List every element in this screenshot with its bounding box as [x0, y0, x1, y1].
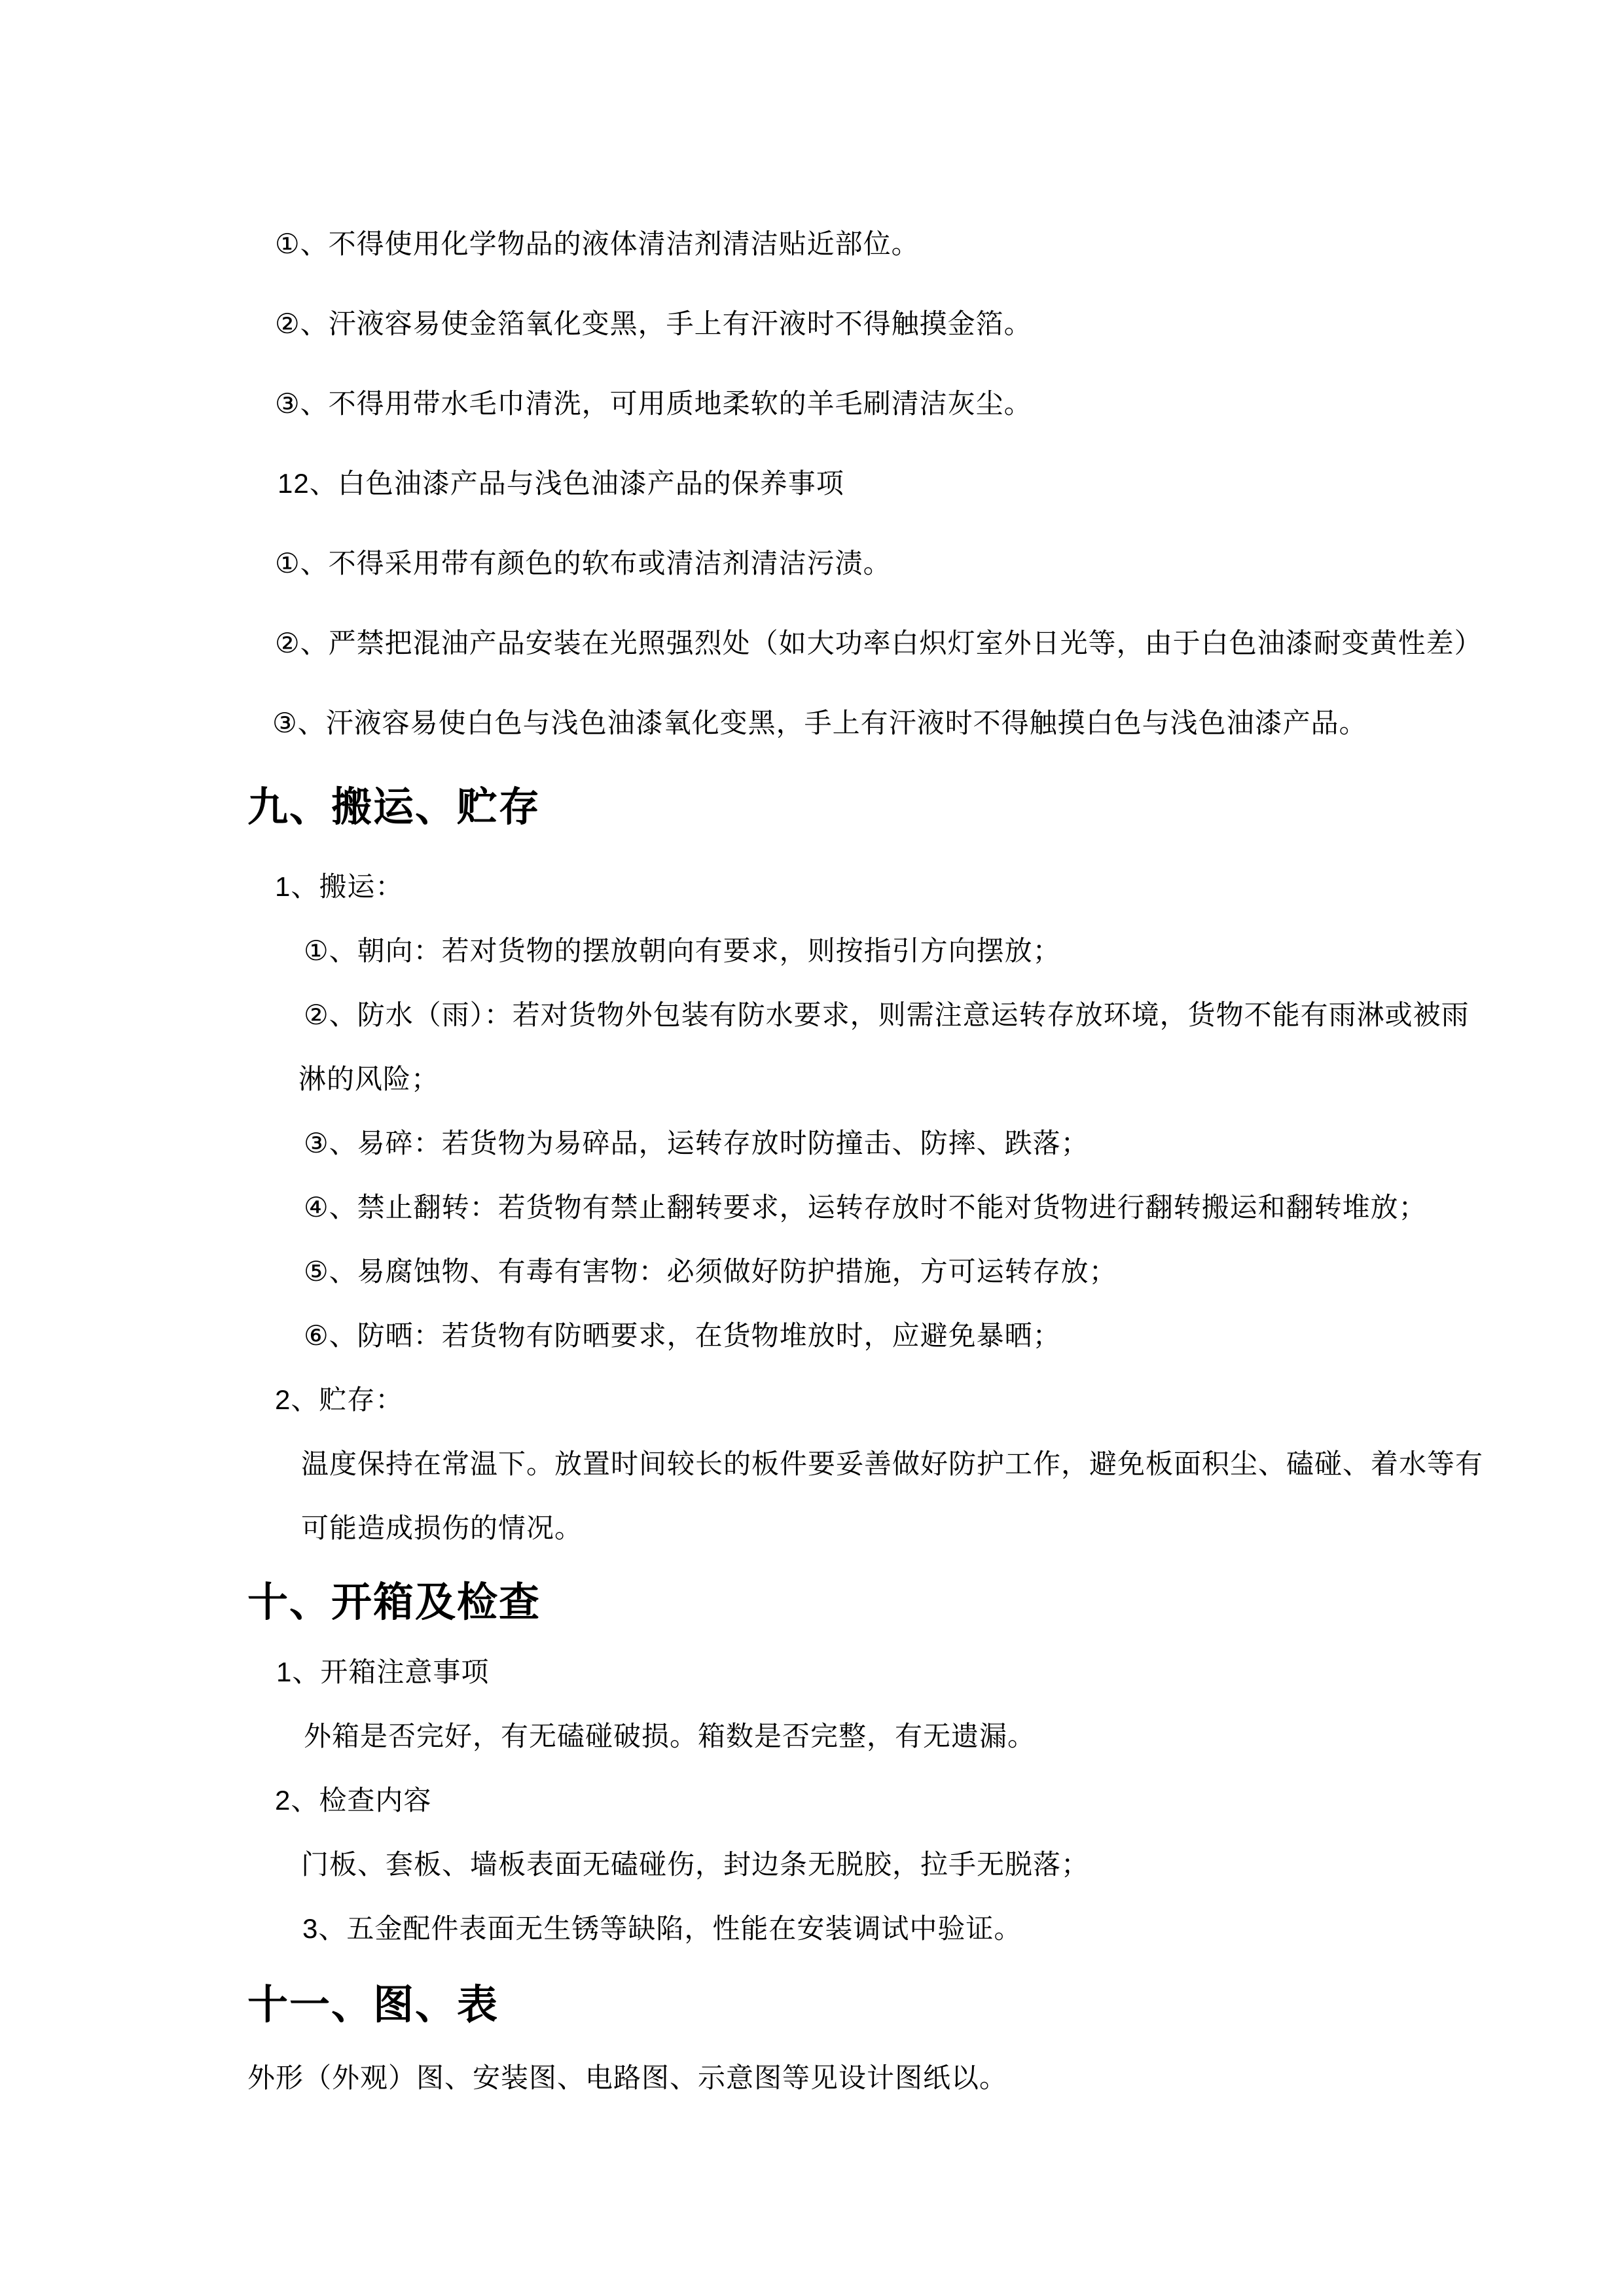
paragraph-jiancha: 门板、套板、墙板表面无磕碰伤，封边条无脱胶，拉手无脱落； — [301, 1849, 1090, 1880]
list-item-banyun-2: ②、防水（雨）：若对货物外包装有防水要求，则需注意运转存放环境，货物不能有雨淋或被雨 — [304, 999, 1470, 1030]
list-item-gold-3: ③、不得用带水毛巾清洗，可用质地柔软的羊毛刷清洁灰尘。 — [275, 388, 1032, 419]
section-heading-9: 九、搬运、贮存 — [247, 785, 541, 830]
paragraph-kaixiang: 外箱是否完好，有无磕碰破损。箱数是否完整，有无遗漏。 — [304, 1721, 1036, 1751]
list-item-gold-1: ①、不得使用化学物品的液体清洁剂清洁贴近部位。 — [275, 228, 920, 259]
list-item-banyun-4: ④、禁止翻转：若货物有禁止翻转要求，运转存放时不能对货物进行翻转搬运和翻转堆放； — [304, 1192, 1427, 1223]
list-item-paint-3: ③、汗液容易使白色与浅色油漆氧化变黑，手上有汗液时不得触摸白色与浅色油漆产品。 — [272, 708, 1367, 738]
subsection-title-banyun: 1、搬运： — [275, 871, 404, 902]
list-item-gold-2: ②、汗液容易使金箔氧化变黑，手上有汗液时不得触摸金箔。 — [275, 308, 1032, 339]
list-item-banyun-5: ⑤、易腐蚀物、有毒有害物：必须做好防护措施，方可运转存放； — [304, 1256, 1117, 1287]
list-item-banyun-3: ③、易碎：若货物为易碎品，运转存放时防撞击、防摔、跌落； — [304, 1128, 1089, 1158]
section-heading-10: 十、开箱及检查 — [247, 1580, 541, 1625]
paragraph-tubiao: 外形（外观）图、安装图、电路图、示意图等见设计图纸以。 — [247, 2062, 1008, 2093]
subsection-title-jiancha: 2、检查内容 — [275, 1785, 432, 1816]
section-heading-11: 十一、图、表 — [247, 1982, 499, 2028]
subsection-title-zhucun: 2、贮存： — [275, 1384, 404, 1415]
list-item-banyun-6: ⑥、防晒：若货物有防晒要求，在货物堆放时，应避免暴晒； — [304, 1320, 1061, 1351]
paragraph-zhucun-1: 温度保持在常温下。放置时间较长的板件要妥善做好防护工作，避免板面积尘、磕碰、着水等有 — [301, 1448, 1484, 1479]
paragraph-zhucun-2: 可能造成损伤的情况。 — [301, 1513, 583, 1543]
list-item-banyun-2-wrap: 淋的风险； — [298, 1064, 440, 1094]
subsection-title-12: 12、白色油漆产品与浅色油漆产品的保养事项 — [278, 468, 844, 499]
list-item-banyun-1: ①、朝向：若对货物的摆放朝向有要求，则按指引方向摆放； — [304, 935, 1061, 966]
list-item-paint-1: ①、不得采用带有颜色的软布或清洁剂清洁污渍。 — [275, 548, 892, 579]
paragraph-wujin: 3、五金配件表面无生锈等缺陷，性能在安装调试中验证。 — [302, 1913, 1022, 1944]
subsection-title-kaixiang: 1、开箱注意事项 — [276, 1657, 490, 1687]
list-item-paint-2: ②、严禁把混油产品安装在光照强烈处（如大功率白炽灯室外日光等，由于白色油漆耐变黄性差） — [275, 628, 1483, 658]
